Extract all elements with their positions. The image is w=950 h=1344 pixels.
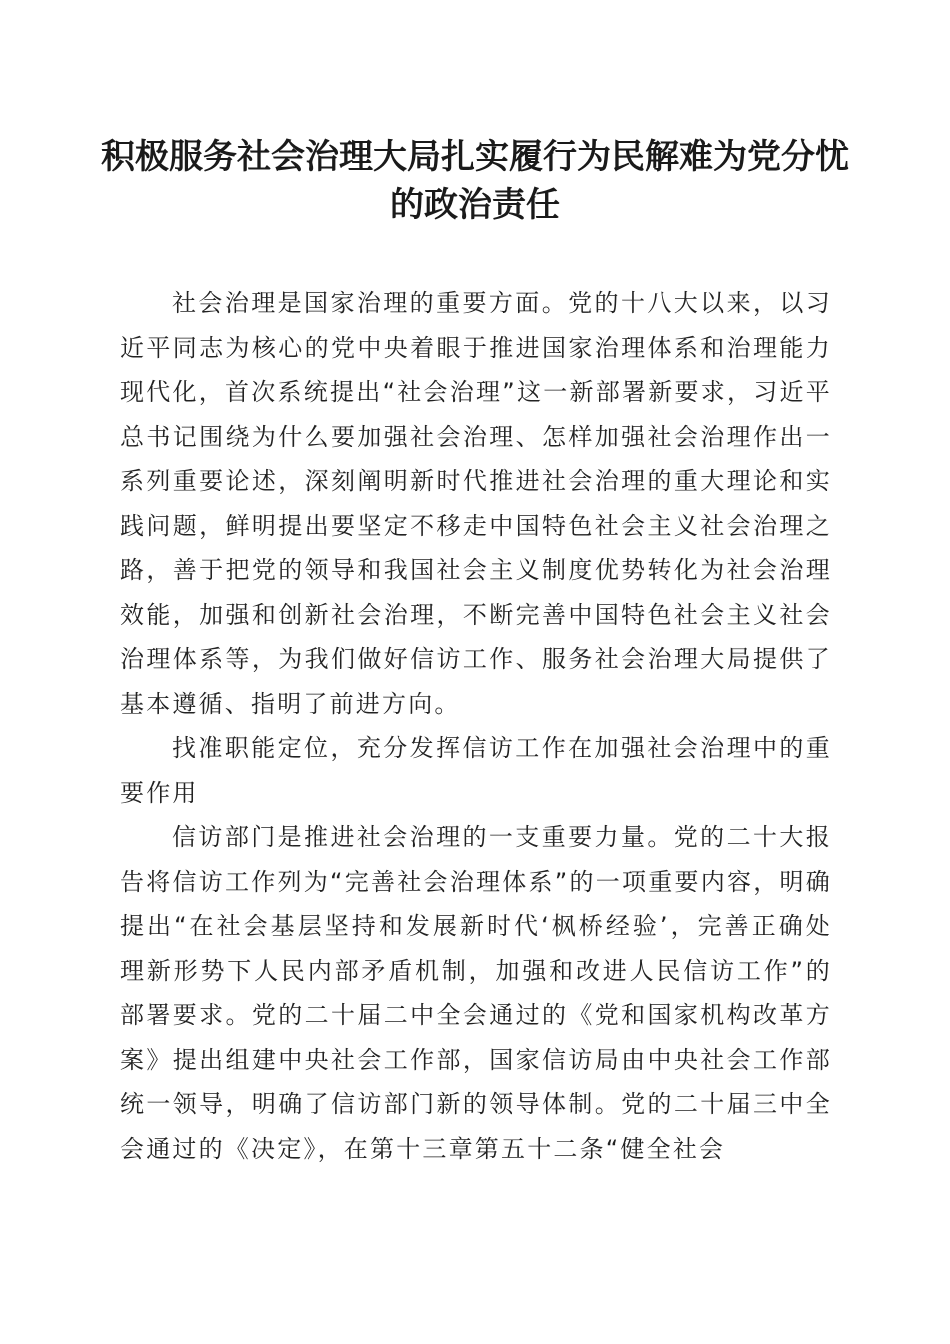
document-title: 积极服务社会治理大局扎实履行为民解难为党分忧的政治责任: [101, 137, 849, 225]
section-heading: 找准职能定位，充分发挥信访工作在加强社会治理中的重要作用: [120, 734, 832, 807]
document-body: [120, 281, 832, 1171]
paragraph-intro: 社会治理是国家治理的重要方面。党的十八大以来，以习近平同志为核心的党中央着眼于推进国家治理体系和治理能力现代化，首次系统提出“社会治理”这一新部署新要求，习近平总书记围绕为什么要加强社会治理、怎样加强社会治理作出一系列重要论述，深刻阐明新时代推进社会治理的重大理论和实践问题，鲜明提出要坚定不移走中国特色社会主义社会治理之路，善于把党的领导和我国社会主义制度优势转化为社会治理效能，加强和创新社会治理，不断完善中国特色社会主义社会治理体系等，为我们做好信访工作、服务社会治理大局提供了基本遵循、指明了前进方向。: [120, 289, 832, 718]
paragraph-petition-department: 信访部门是推进社会治理的一支重要力量。党的二十大报告将信访工作列为“完善社会治理体系”的一项重要内容，明确提出“在社会基层坚持和发展新时代‘枫桥经验’，完善正确处理新形势下人民内部矛盾机制，加强和改进人民信访工作”的部署要求。党的二十届二中全会通过的《党和国家机构改革方案》提出组建中央社会工作部，国家信访局由中央社会工作部统一领导，明确了信访部门新的领导体制。党的二十届三中全会通过的《决定》，在第十三章第五十二条“健全社会: [120, 823, 832, 1163]
